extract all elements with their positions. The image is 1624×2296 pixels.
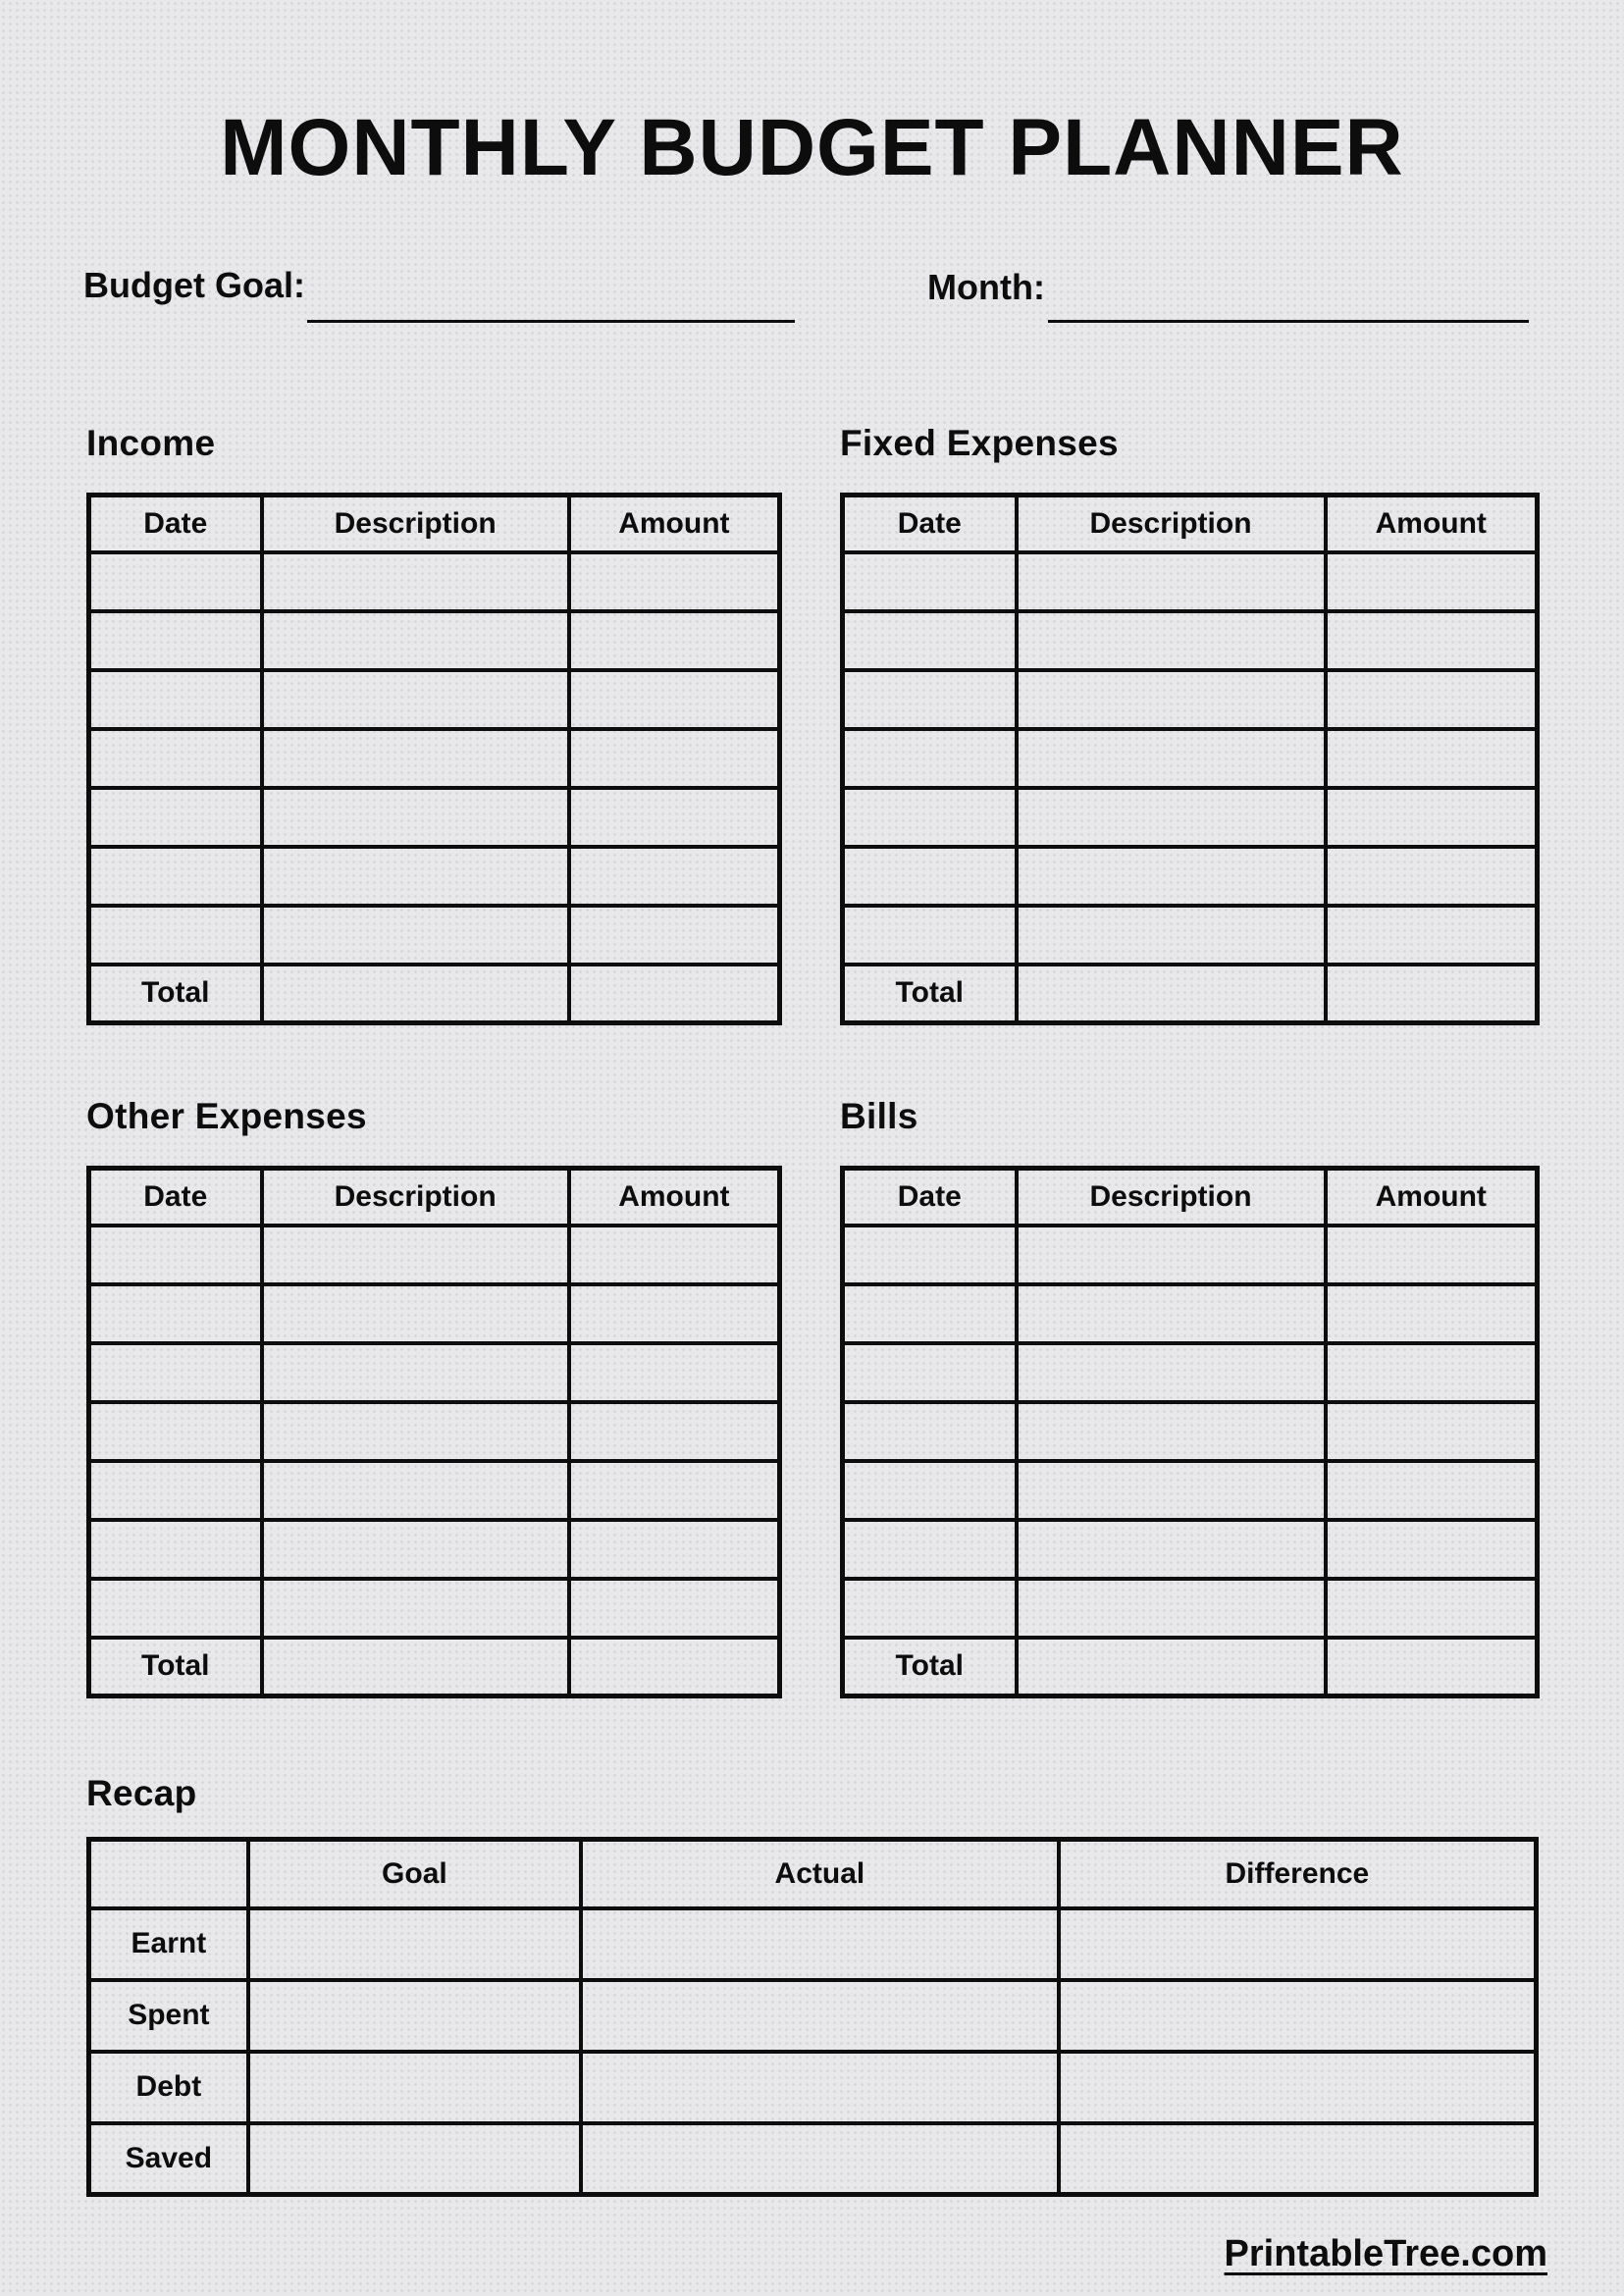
total-value-cell[interactable]: [1017, 1638, 1326, 1696]
table-row: [89, 1520, 780, 1579]
empty-cell[interactable]: [1326, 1226, 1538, 1284]
empty-cell[interactable]: [1326, 906, 1538, 965]
recap-value-cell[interactable]: [1059, 1980, 1537, 2052]
empty-cell[interactable]: [89, 1284, 262, 1343]
empty-cell[interactable]: [1017, 729, 1326, 788]
table-row: [843, 1226, 1538, 1284]
empty-cell[interactable]: [569, 788, 780, 847]
empty-cell[interactable]: [843, 1402, 1017, 1461]
table-row: [89, 729, 780, 788]
table-row: [89, 1343, 780, 1402]
page-title: MONTHLY BUDGET PLANNER: [220, 103, 1404, 192]
empty-cell[interactable]: [569, 1520, 780, 1579]
recap-value-cell[interactable]: [248, 2052, 581, 2123]
empty-cell[interactable]: [262, 1284, 569, 1343]
column-header-description: Description: [262, 1169, 569, 1226]
empty-cell[interactable]: [1326, 1343, 1538, 1402]
total-value-cell[interactable]: [262, 1638, 569, 1696]
total-value-cell[interactable]: [1326, 965, 1538, 1023]
month-label: Month:: [927, 267, 1045, 307]
table-row: [843, 1520, 1538, 1579]
empty-cell[interactable]: [1017, 552, 1326, 611]
empty-cell[interactable]: [1017, 1579, 1326, 1638]
total-row: [843, 965, 1538, 1023]
empty-cell[interactable]: [569, 729, 780, 788]
total-label: Total: [89, 1638, 262, 1696]
section-title-bills: Bills: [840, 1096, 918, 1136]
total-label: Total: [843, 1638, 1017, 1696]
empty-cell[interactable]: [843, 788, 1017, 847]
empty-cell[interactable]: [89, 1402, 262, 1461]
other-expenses-table: [86, 1166, 782, 1698]
empty-cell[interactable]: [89, 611, 262, 670]
empty-cell[interactable]: [89, 906, 262, 965]
empty-cell[interactable]: [569, 906, 780, 965]
section-other-expenses: [86, 1095, 782, 1698]
column-header-date: Date: [843, 496, 1017, 552]
table-row: [89, 906, 780, 965]
table-row: [843, 847, 1538, 906]
recap-row: [89, 2123, 1537, 2195]
column-header-description: Description: [262, 496, 569, 552]
recap-row: [89, 2052, 1537, 2123]
empty-cell[interactable]: [843, 552, 1017, 611]
empty-cell[interactable]: [1326, 1520, 1538, 1579]
empty-cell[interactable]: [569, 1226, 780, 1284]
table-row: [843, 1402, 1538, 1461]
recap-value-cell[interactable]: [581, 1980, 1059, 2052]
table-row: [843, 1284, 1538, 1343]
table-row: [843, 670, 1538, 729]
section-income: [86, 422, 782, 1025]
recap-column-header-actual: Actual: [581, 1840, 1059, 1908]
empty-cell[interactable]: [89, 670, 262, 729]
empty-cell[interactable]: [1017, 1520, 1326, 1579]
empty-cell[interactable]: [569, 670, 780, 729]
empty-cell[interactable]: [1326, 847, 1538, 906]
budget-goal-label: Budget Goal:: [83, 265, 305, 305]
empty-cell[interactable]: [569, 611, 780, 670]
recap-value-cell[interactable]: [248, 1908, 581, 1980]
empty-cell[interactable]: [1326, 1402, 1538, 1461]
table-row: [89, 1402, 780, 1461]
empty-cell[interactable]: [262, 670, 569, 729]
empty-cell[interactable]: [843, 1284, 1017, 1343]
column-header-date: Date: [843, 1169, 1017, 1226]
column-header-amount: Amount: [1326, 496, 1538, 552]
empty-cell[interactable]: [843, 670, 1017, 729]
table-row: [843, 906, 1538, 965]
empty-cell[interactable]: [89, 847, 262, 906]
total-value-cell[interactable]: [1326, 1638, 1538, 1696]
empty-cell[interactable]: [1326, 1579, 1538, 1638]
section-title-fixed-expenses: Fixed Expenses: [840, 423, 1119, 463]
total-value-cell[interactable]: [262, 965, 569, 1023]
empty-cell[interactable]: [1017, 1402, 1326, 1461]
empty-cell[interactable]: [89, 1343, 262, 1402]
table-row: [843, 729, 1538, 788]
recap-row: [89, 1980, 1537, 2052]
empty-cell[interactable]: [89, 788, 262, 847]
empty-cell[interactable]: [262, 788, 569, 847]
empty-cell[interactable]: [1017, 1284, 1326, 1343]
table-row: [89, 611, 780, 670]
total-row: [843, 1638, 1538, 1696]
total-row: [89, 965, 780, 1023]
empty-cell[interactable]: [262, 1343, 569, 1402]
recap-row-label-earnt: Earnt: [89, 1908, 248, 1980]
empty-cell[interactable]: [89, 1579, 262, 1638]
table-row: [843, 611, 1538, 670]
empty-cell[interactable]: [262, 611, 569, 670]
empty-cell[interactable]: [1017, 906, 1326, 965]
recap-value-cell[interactable]: [1059, 2052, 1537, 2123]
recap-value-cell[interactable]: [581, 2123, 1059, 2195]
total-value-cell[interactable]: [569, 965, 780, 1023]
empty-cell[interactable]: [89, 729, 262, 788]
empty-cell[interactable]: [843, 729, 1017, 788]
column-header-description: Description: [1017, 1169, 1326, 1226]
section-title-other-expenses: Other Expenses: [86, 1096, 367, 1136]
recap-column-header-goal: Goal: [248, 1840, 581, 1908]
empty-cell[interactable]: [569, 1343, 780, 1402]
section-title-recap: Recap: [86, 1773, 197, 1813]
empty-cell[interactable]: [1017, 788, 1326, 847]
recap-value-cell[interactable]: [248, 2123, 581, 2195]
table-row: [89, 670, 780, 729]
recap-value-cell[interactable]: [581, 2052, 1059, 2123]
budget-goal-input-line[interactable]: [307, 320, 795, 323]
empty-cell[interactable]: [843, 1226, 1017, 1284]
table-row: [89, 552, 780, 611]
empty-cell[interactable]: [262, 1579, 569, 1638]
table-row: [89, 1284, 780, 1343]
empty-cell[interactable]: [262, 1461, 569, 1520]
empty-cell[interactable]: [89, 1461, 262, 1520]
empty-cell[interactable]: [1017, 1461, 1326, 1520]
empty-cell[interactable]: [843, 1343, 1017, 1402]
section-bills: [840, 1095, 1540, 1698]
empty-cell[interactable]: [262, 847, 569, 906]
empty-cell[interactable]: [569, 1284, 780, 1343]
table-row: [843, 1461, 1538, 1520]
table-row: [89, 1226, 780, 1284]
empty-cell[interactable]: [1326, 1461, 1538, 1520]
recap-value-cell[interactable]: [1059, 1908, 1537, 1980]
bills-table: [840, 1166, 1540, 1698]
recap-row: [89, 1908, 1537, 1980]
empty-cell[interactable]: [262, 1520, 569, 1579]
empty-cell[interactable]: [262, 906, 569, 965]
total-row: [89, 1638, 780, 1696]
income-table: [86, 493, 782, 1025]
recap-row-label-debt: Debt: [89, 2052, 248, 2123]
table-row: [843, 788, 1538, 847]
empty-cell[interactable]: [569, 1579, 780, 1638]
column-header-amount: Amount: [569, 1169, 780, 1226]
empty-cell[interactable]: [89, 1520, 262, 1579]
empty-cell[interactable]: [569, 1402, 780, 1461]
empty-cell[interactable]: [262, 1402, 569, 1461]
table-row: [89, 847, 780, 906]
empty-cell[interactable]: [262, 552, 569, 611]
table-row: [843, 1343, 1538, 1402]
empty-cell[interactable]: [1326, 788, 1538, 847]
empty-cell[interactable]: [1326, 611, 1538, 670]
column-header-description: Description: [1017, 496, 1326, 552]
empty-cell[interactable]: [569, 552, 780, 611]
table-row: [843, 552, 1538, 611]
month-input-line[interactable]: [1048, 320, 1529, 323]
table-row: [89, 1579, 780, 1638]
total-value-cell[interactable]: [569, 1638, 780, 1696]
total-label: Total: [89, 965, 262, 1023]
total-label: Total: [843, 965, 1017, 1023]
recap-corner-cell: [89, 1840, 248, 1908]
empty-cell[interactable]: [1326, 552, 1538, 611]
empty-cell[interactable]: [569, 847, 780, 906]
table-row: [89, 1461, 780, 1520]
column-header-amount: Amount: [1326, 1169, 1538, 1226]
empty-cell[interactable]: [1326, 729, 1538, 788]
empty-cell[interactable]: [843, 847, 1017, 906]
printabletree-link[interactable]: PrintableTree.com: [1224, 2233, 1547, 2274]
empty-cell[interactable]: [843, 1520, 1017, 1579]
empty-cell[interactable]: [1017, 1343, 1326, 1402]
empty-cell[interactable]: [843, 1461, 1017, 1520]
empty-cell[interactable]: [843, 1579, 1017, 1638]
empty-cell[interactable]: [89, 552, 262, 611]
recap-table: [86, 1837, 1539, 2197]
empty-cell[interactable]: [262, 729, 569, 788]
column-header-date: Date: [89, 1169, 262, 1226]
empty-cell[interactable]: [843, 906, 1017, 965]
empty-cell[interactable]: [1326, 1284, 1538, 1343]
table-row: [843, 1579, 1538, 1638]
section-fixed-expenses: [840, 422, 1540, 1025]
empty-cell[interactable]: [1017, 1226, 1326, 1284]
fixed-expenses-table: [840, 493, 1540, 1025]
recap-value-cell[interactable]: [581, 1908, 1059, 1980]
table-row: [89, 788, 780, 847]
recap-value-cell[interactable]: [1059, 2123, 1537, 2195]
empty-cell[interactable]: [1326, 670, 1538, 729]
recap-value-cell[interactable]: [248, 1980, 581, 2052]
column-header-date: Date: [89, 496, 262, 552]
section-title-income: Income: [86, 423, 216, 463]
empty-cell[interactable]: [89, 1226, 262, 1284]
total-value-cell[interactable]: [1017, 965, 1326, 1023]
empty-cell[interactable]: [843, 611, 1017, 670]
empty-cell[interactable]: [1017, 670, 1326, 729]
footer: [1225, 2233, 1547, 2275]
empty-cell[interactable]: [1017, 847, 1326, 906]
recap-column-header-difference: Difference: [1059, 1840, 1537, 1908]
empty-cell[interactable]: [569, 1461, 780, 1520]
section-recap: [86, 1772, 1539, 2197]
empty-cell[interactable]: [1017, 611, 1326, 670]
recap-row-label-saved: Saved: [89, 2123, 248, 2195]
column-header-amount: Amount: [569, 496, 780, 552]
recap-row-label-spent: Spent: [89, 1980, 248, 2052]
empty-cell[interactable]: [262, 1226, 569, 1284]
